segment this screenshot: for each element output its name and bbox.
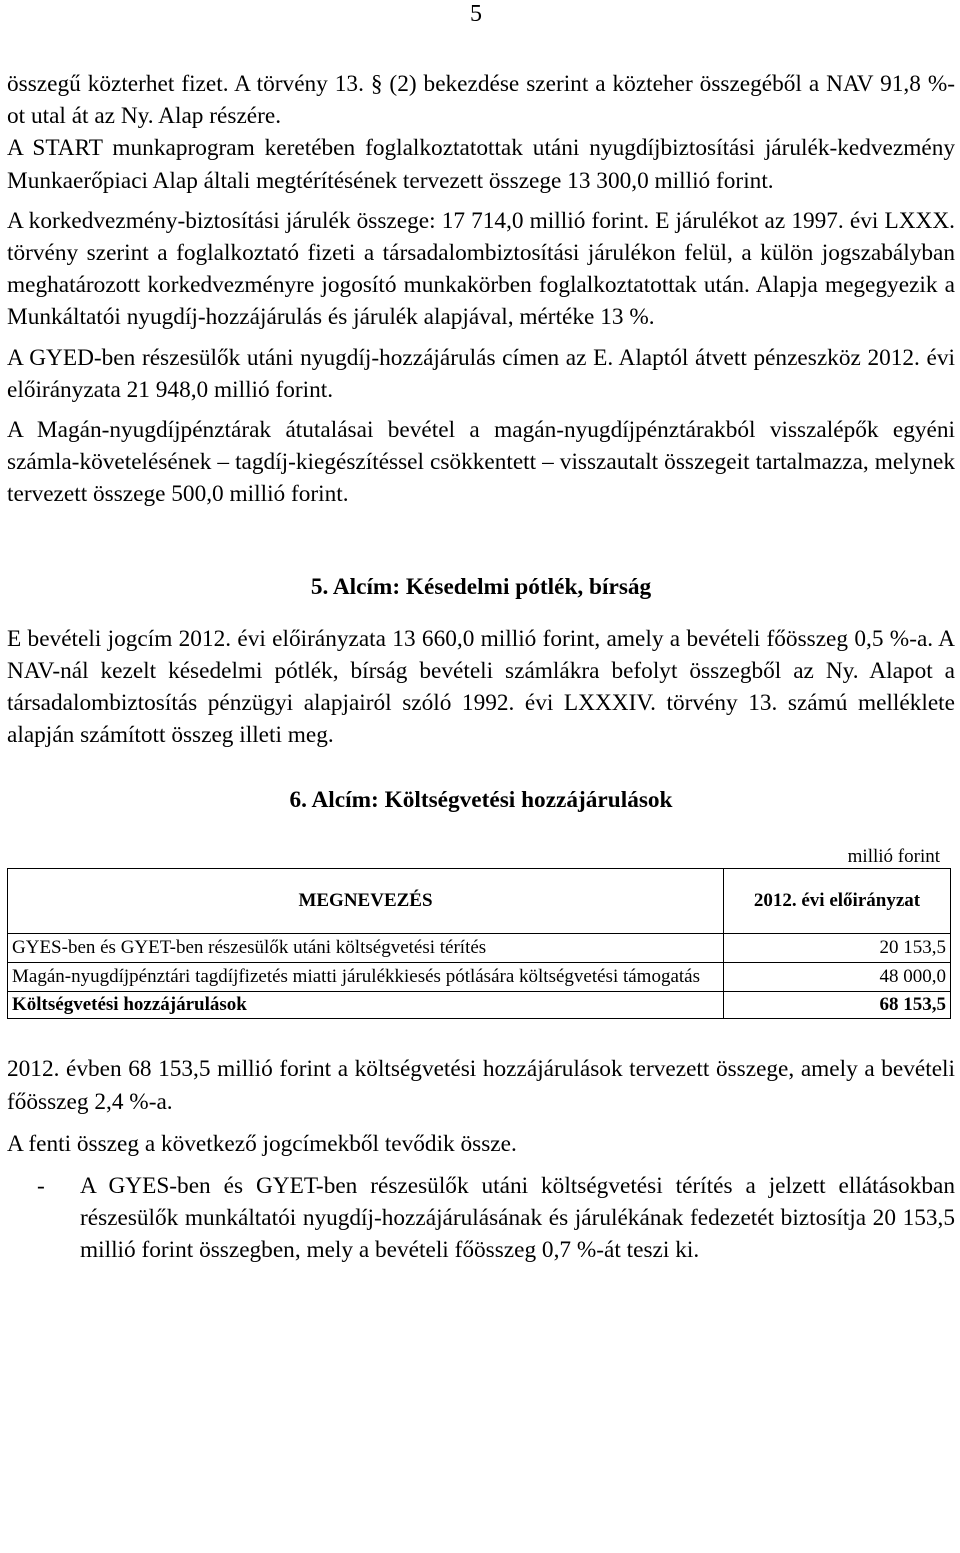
paragraph-gyed: A GYED-ben részesülők utáni nyugdíj-hozzájárulás címen az E. Alaptól átvett pénzeszköz 2012. évi előirányzata 21 948,0 millió forint. — [7, 344, 955, 403]
paragraph-start-munkaprogram: A START munkaprogram keretében foglalkoztatottak utáni nyugdíjbiztosítási járulék-kedvezmény Munkaerőpiaci Alap általi megtérítésének tervezett összege 13 300,0 millió forint. — [7, 135, 955, 194]
header-eloiranyzat: 2012. évi előirányzat — [723, 869, 950, 934]
section6-paragraph-2: A fenti összeg a következő jogcímekből tevődik össze. — [7, 1130, 517, 1157]
list-item-text: A GYES-ben és GYET-ben részesülők utáni költségvetési térítés a jelzett ellátásokban részesülők munkáltatói nyugdíj-hozzájárulásának és járulékának fedezetét biztosítja 20 153,5 millió forint összegben, mely a bevételi főösszeg 0,7 %-át teszi ki. — [80, 1173, 955, 1264]
table-row — [8, 963, 951, 992]
page-number: 5 — [470, 1, 482, 27]
row-label: GYES-ben és GYET-ben részesülők utáni költségvetési térítés — [8, 934, 724, 963]
paragraph-korkedvezmeny: A korkedvezmény-biztosítási járulék összege: 17 714,0 millió forint. E járulékot az 1997. évi LXXX. törvény szerint a foglalkoztató fizeti a társadalombiztosítási járulékon felül, a külön jogszabályban meghatározott korkedvezményre jogosító munkakörben foglalkoztatottak után. Alapja megegyezik a Munkáltatói nyugdíj-hozzájárulás és járulék alapjával, mértéke 13 %. — [7, 207, 955, 331]
section6-heading: 6. Alcím: Költségvetési hozzájárulások — [289, 787, 673, 814]
budget-table — [7, 868, 951, 1019]
header-megnevezes: MEGNEVEZÉS — [8, 869, 724, 934]
paragraph-magan-nyugdijpenztar: A Magán-nyugdíjpénztárak átutalásai bevétel a magán-nyugdíjpénztárakból visszalépők egyéni számla-követelésének – tagdíj-kiegészítéssel csökkentett – visszautalt összegeit tartalmazza, melynek tervezett összege 500,0 millió forint. — [7, 417, 955, 508]
table-row — [8, 934, 951, 963]
section6-paragraph-1: 2012. évben 68 153,5 millió forint a költségvetési hozzájárulások tervezett összege, amely a bevételi főösszeg 2,4 %-a. — [7, 1056, 955, 1115]
section6-list — [7, 1170, 955, 1267]
paragraph-kozteher: összegű közterhet fizet. A törvény 13. § (2) bekezdése szerint a közteher összegéből a NAV 91,8 %-ot utal át az Ny. Alap részére. — [7, 71, 955, 130]
row-value: 48 000,0 — [723, 963, 950, 992]
list-item — [7, 1170, 955, 1267]
table-unit: millió forint — [847, 846, 940, 868]
table-total-row — [8, 992, 951, 1019]
section5-paragraph: E bevételi jogcím 2012. évi előirányzata 13 660,0 millió forint, amely a bevételi főösszeg 0,5 %-a. A NAV-nál kezelt késedelmi pótlék, bírság bevételi számlákra befolyt összegből az Ny. Alapot a társadalombiztosítás pénzügyi alapjairól szóló 1992. évi LXXXIV. törvény 13. számú melléklete alapján számított összeg illeti meg. — [7, 625, 955, 749]
section5-heading: 5. Alcím: Késedelmi pótlék, bírság — [310, 573, 652, 600]
list-dash: - — [37, 1173, 45, 1200]
table-header-row — [8, 869, 951, 934]
total-value: 68 153,5 — [723, 992, 950, 1019]
page-content — [7, 68, 955, 1267]
row-value: 20 153,5 — [723, 934, 950, 963]
total-label: Költségvetési hozzájárulások — [8, 992, 724, 1019]
row-label: Magán-nyugdíjpénztári tagdíjfizetés miatti járulékkiesés pótlására költségvetési támogatás — [8, 963, 724, 992]
